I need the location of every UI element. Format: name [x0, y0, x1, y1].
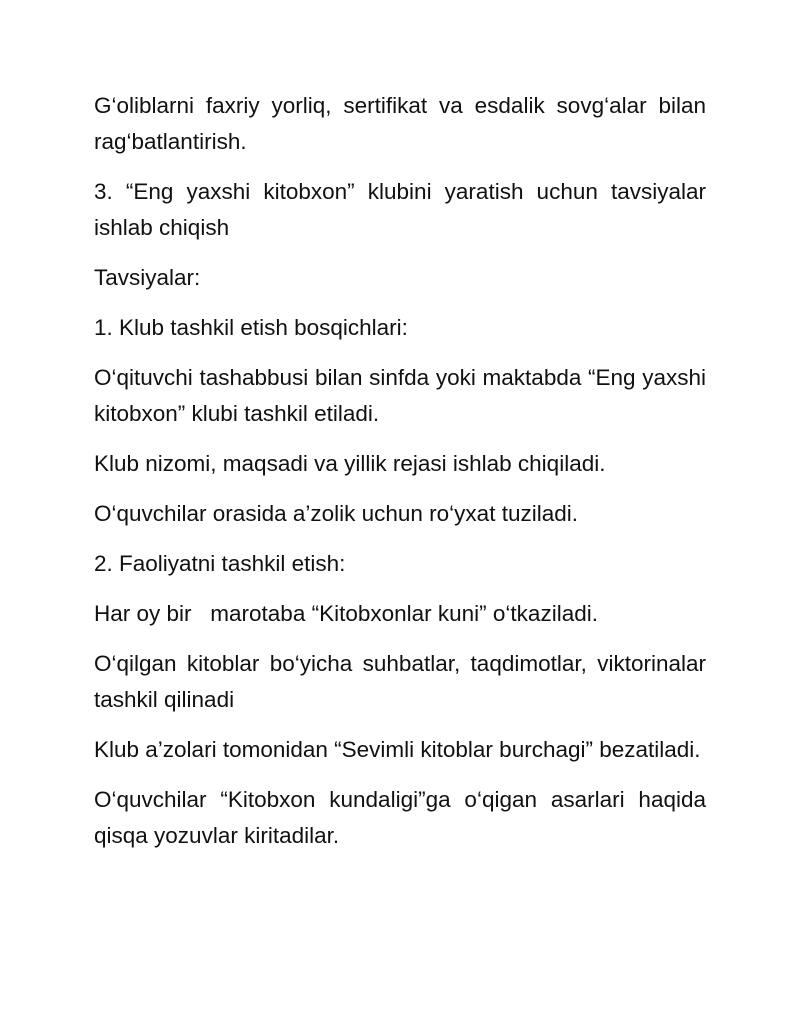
paragraph-reader-diary: O‘quvchilar “Kitobxon kundaligi”ga o‘qigan asarlari haqida qisqa yozuvlar kiritadilar.	[94, 787, 706, 848]
paragraph-club-founding: O‘qituvchi tashabbusi bilan sinfda yoki maktabda “Eng yaxshi kitobxon” klubi tashkil etiladi.	[94, 365, 706, 426]
paragraph-rewarding-winners: G‘oliblarni faxriy yorliq, sertifikat va esdalik sovg‘alar bilan rag‘batlantirish.	[94, 93, 706, 154]
paragraph-section-3-heading: 3. “Eng yaxshi kitobxon” klubini yaratish uchun tavsiyalar ishlab chiqish	[94, 179, 706, 240]
paragraph-readers-day: Har oy bir marotaba “Kitobxonlar kuni” o‘tkaziladi.	[94, 601, 598, 626]
paragraph-discussions: O‘qilgan kitoblar bo‘yicha suhbatlar, taqdimotlar, viktorinalar tashkil qilinadi	[94, 651, 706, 712]
paragraph-activities-heading: 2. Faoliyatni tashkil etish:	[94, 551, 346, 576]
document-body	[94, 88, 706, 868]
paragraph-favorite-books-corner: Klub a’zolari tomonidan “Sevimli kitoblar burchagi” bezatiladi.	[94, 737, 701, 762]
paragraph-club-charter: Klub nizomi, maqsadi va yillik rejasi ishlab chiqiladi.	[94, 451, 606, 476]
paragraph-club-stages-heading: 1. Klub tashkil etish bosqichlari:	[94, 315, 408, 340]
paragraph-membership-list: O‘quvchilar orasida a’zolik uchun ro‘yxat tuziladi.	[94, 501, 578, 526]
paragraph-recommendations-label: Tavsiyalar:	[94, 265, 201, 290]
